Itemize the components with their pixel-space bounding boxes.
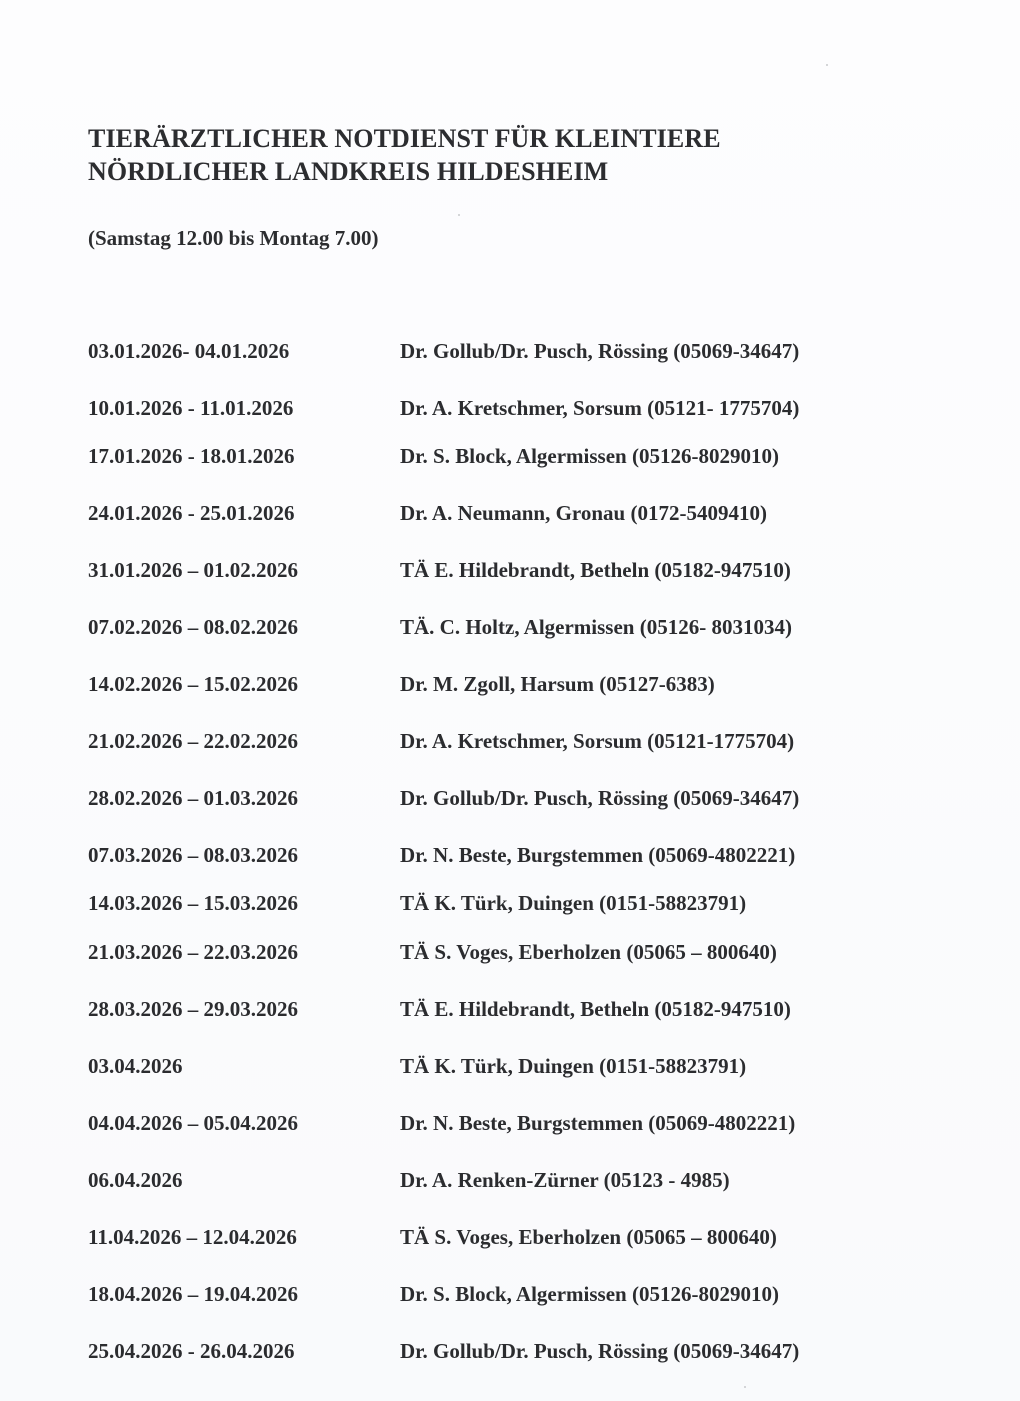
- schedule-vet: Dr. N. Beste, Burgstemmen (05069-4802221): [400, 843, 796, 867]
- schedule-row: [88, 1336, 968, 1366]
- schedule-vet: TÄ. C. Holtz, Algermissen (05126- 8031034): [400, 615, 792, 639]
- schedule-row: [88, 498, 968, 528]
- schedule-row: [88, 840, 968, 870]
- service-hours: (Samstag 12.00 bis Montag 7.00): [88, 226, 379, 250]
- schedule-row: [88, 726, 968, 756]
- schedule-row: [88, 1108, 968, 1138]
- schedule-date: 31.01.2026 – 01.02.2026: [88, 558, 298, 582]
- schedule-row: [88, 393, 968, 423]
- schedule-date: 21.02.2026 – 22.02.2026: [88, 729, 298, 753]
- schedule-date: 03.04.2026: [88, 1054, 183, 1078]
- schedule-vet: Dr. Gollub/Dr. Pusch, Rössing (05069-34647): [400, 1339, 800, 1363]
- schedule-date: 07.02.2026 – 08.02.2026: [88, 615, 298, 639]
- schedule-vet: Dr. Gollub/Dr. Pusch, Rössing (05069-34647): [400, 339, 800, 363]
- schedule-row: [88, 1222, 968, 1252]
- scan-speck: [458, 214, 460, 216]
- schedule-row: [88, 994, 968, 1024]
- schedule-row: [88, 1051, 968, 1081]
- schedule-row: [88, 612, 968, 642]
- schedule-vet: Dr. A. Kretschmer, Sorsum (05121-1775704): [400, 729, 795, 753]
- schedule-vet: Dr. A. Kretschmer, Sorsum (05121- 1775704): [400, 396, 800, 420]
- schedule-date: 24.01.2026 - 25.01.2026: [88, 501, 295, 525]
- schedule-date: 03.01.2026- 04.01.2026: [88, 339, 290, 363]
- schedule-date: 28.02.2026 – 01.03.2026: [88, 786, 298, 810]
- schedule-date: 10.01.2026 - 11.01.2026: [88, 396, 294, 420]
- schedule-date: 18.04.2026 – 19.04.2026: [88, 1282, 298, 1306]
- schedule-date: 07.03.2026 – 08.03.2026: [88, 843, 298, 867]
- schedule-row: [88, 669, 968, 699]
- schedule-row: [88, 888, 968, 918]
- schedule-date: 04.04.2026 – 05.04.2026: [88, 1111, 298, 1135]
- schedule-vet: Dr. Gollub/Dr. Pusch, Rössing (05069-34647): [400, 786, 800, 810]
- schedule-vet: TÄ K. Türk, Duingen (0151-58823791): [400, 891, 747, 915]
- schedule-vet: Dr. S. Block, Algermissen (05126-8029010): [400, 444, 779, 468]
- schedule-vet: TÄ S. Voges, Eberholzen (05065 – 800640): [400, 940, 777, 964]
- schedule-date: 06.04.2026: [88, 1168, 183, 1192]
- schedule-date: 17.01.2026 - 18.01.2026: [88, 444, 295, 468]
- schedule-vet: TÄ K. Türk, Duingen (0151-58823791): [400, 1054, 747, 1078]
- schedule-vet: Dr. S. Block, Algermissen (05126-8029010): [400, 1282, 779, 1306]
- schedule-vet: TÄ E. Hildebrandt, Betheln (05182-947510): [400, 997, 791, 1021]
- schedule-vet: Dr. N. Beste, Burgstemmen (05069-4802221): [400, 1111, 796, 1135]
- schedule-row: [88, 783, 968, 813]
- schedule-vet: Dr. A. Neumann, Gronau (0172-5409410): [400, 501, 767, 525]
- schedule-vet: TÄ S. Voges, Eberholzen (05065 – 800640): [400, 1225, 777, 1249]
- schedule-vet: Dr. A. Renken-Zürner (05123 - 4985): [400, 1168, 730, 1192]
- schedule-row: [88, 336, 968, 366]
- scan-speck: [744, 1386, 746, 1388]
- schedule-date: 14.02.2026 – 15.02.2026: [88, 672, 298, 696]
- schedule-row: [88, 1279, 968, 1309]
- schedule-row: [88, 555, 968, 585]
- schedule-vet: TÄ E. Hildebrandt, Betheln (05182-947510): [400, 558, 791, 582]
- schedule-row: [88, 1165, 968, 1195]
- schedule-date: 11.04.2026 – 12.04.2026: [88, 1225, 297, 1249]
- scan-speck: [826, 64, 828, 66]
- schedule-date: 25.04.2026 - 26.04.2026: [88, 1339, 295, 1363]
- schedule-vet: Dr. M. Zgoll, Harsum (05127-6383): [400, 672, 715, 696]
- schedule-row: [88, 441, 968, 471]
- schedule-date: 14.03.2026 – 15.03.2026: [88, 891, 298, 915]
- schedule-row: [88, 937, 968, 967]
- schedule-date: 21.03.2026 – 22.03.2026: [88, 940, 298, 964]
- title-line-1: TIERÄRZTLICHER NOTDIENST FÜR KLEINTIERE: [88, 124, 721, 153]
- title-line-2: NÖRDLICHER LANDKREIS HILDESHEIM: [88, 157, 609, 186]
- schedule-date: 28.03.2026 – 29.03.2026: [88, 997, 298, 1021]
